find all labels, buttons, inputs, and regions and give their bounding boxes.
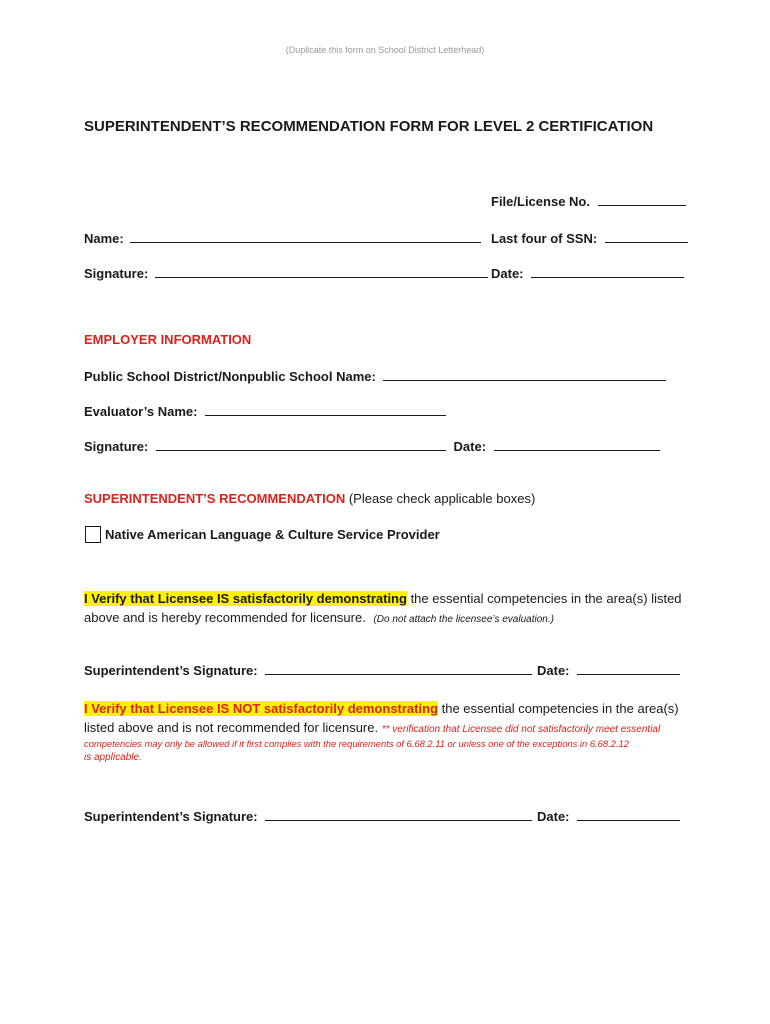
verify-not-line-1	[84, 701, 679, 716]
superintendent-signature-label-2: Superintendent’s Signature:	[84, 809, 258, 824]
name-label: Name:	[84, 231, 124, 246]
verify-is-text-2: above and is hereby recommended for licensure.	[84, 610, 366, 625]
file-license-row	[491, 193, 686, 209]
name-row	[84, 230, 481, 246]
licensee-signature-row	[84, 265, 488, 281]
superintendent-signature-field-1[interactable]	[265, 662, 532, 675]
verify-is-line-2	[84, 610, 554, 625]
superintendent-date-row-1	[537, 662, 680, 678]
employer-date-label: Date:	[453, 439, 487, 454]
verify-is-highlight: I Verify that Licensee IS satisfactorily demonstrating	[84, 591, 407, 606]
verify-not-text-1: the essential competencies in the area(s)	[441, 701, 679, 716]
school-name-row	[84, 368, 666, 384]
evaluator-field[interactable]	[205, 403, 446, 416]
superintendent-signature-label-1: Superintendent’s Signature:	[84, 663, 258, 678]
superintendent-date-field-2[interactable]	[577, 808, 680, 821]
native-american-checkbox[interactable]	[85, 526, 101, 543]
verify-not-note-1: ** verification that Licensee did not satisfactorily meet essential	[381, 724, 661, 735]
verify-is-note: (Do not attach the licensee’s evaluation.)	[373, 614, 554, 625]
superintendent-signature-field-2[interactable]	[265, 808, 532, 821]
licensee-date-label: Date:	[491, 266, 524, 281]
name-field[interactable]	[130, 230, 481, 243]
recommendation-heading-note: (Please check applicable boxes)	[348, 491, 536, 506]
employer-date-field[interactable]	[494, 438, 660, 451]
verify-not-note-3: is applicable.	[84, 752, 142, 763]
letterhead-note: (Duplicate this form on School District Letterhead)	[285, 45, 485, 55]
superintendent-date-label-1: Date:	[537, 663, 570, 678]
ssn-field[interactable]	[605, 230, 688, 243]
employer-signature-field[interactable]	[156, 438, 446, 451]
employer-heading: EMPLOYER INFORMATION	[84, 332, 252, 347]
verify-is-text-1: the essential competencies in the area(s) listed	[410, 591, 682, 606]
evaluator-row	[84, 403, 446, 419]
verify-not-highlight: I Verify that Licensee IS NOT satisfactorily demonstrating	[84, 701, 438, 716]
superintendent-date-row-2	[537, 808, 680, 824]
verify-not-line-2	[84, 720, 660, 735]
licensee-signature-field[interactable]	[155, 265, 488, 278]
verify-not-note-2: competencies may only be allowed if it first complies with the requirements of 6.68.2.11 or unless one of the exceptions in 6.68.2.12	[84, 738, 629, 749]
superintendent-date-label-2: Date:	[537, 809, 570, 824]
verify-not-text-2: listed above and is not recommended for licensure.	[84, 720, 379, 735]
superintendent-date-field-1[interactable]	[577, 662, 680, 675]
superintendent-signature-row-1	[84, 662, 532, 678]
native-american-checkbox-label: Native American Language & Culture Service Provider	[105, 527, 440, 542]
evaluator-label: Evaluator’s Name:	[84, 404, 198, 419]
form-title: SUPERINTENDENT’S RECOMMENDATION FORM FOR LEVEL 2 CERTIFICATION	[84, 118, 654, 135]
superintendent-signature-row-2	[84, 808, 532, 824]
verify-is-line-1	[84, 591, 682, 606]
licensee-signature-label: Signature:	[84, 266, 149, 281]
licensee-date-row	[491, 265, 684, 281]
file-license-label: File/License No.	[491, 194, 590, 209]
ssn-row	[491, 230, 688, 246]
employer-signature-label: Signature:	[84, 439, 149, 454]
file-license-field[interactable]	[598, 193, 686, 206]
recommendation-heading-row	[84, 491, 535, 506]
ssn-label: Last four of SSN:	[491, 231, 598, 246]
school-name-label: Public School District/Nonpublic School Name:	[84, 369, 376, 384]
recommendation-heading: SUPERINTENDENT’S RECOMMENDATION	[84, 491, 346, 506]
licensee-date-field[interactable]	[531, 265, 684, 278]
school-name-field[interactable]	[383, 368, 666, 381]
employer-signature-row	[84, 438, 660, 454]
